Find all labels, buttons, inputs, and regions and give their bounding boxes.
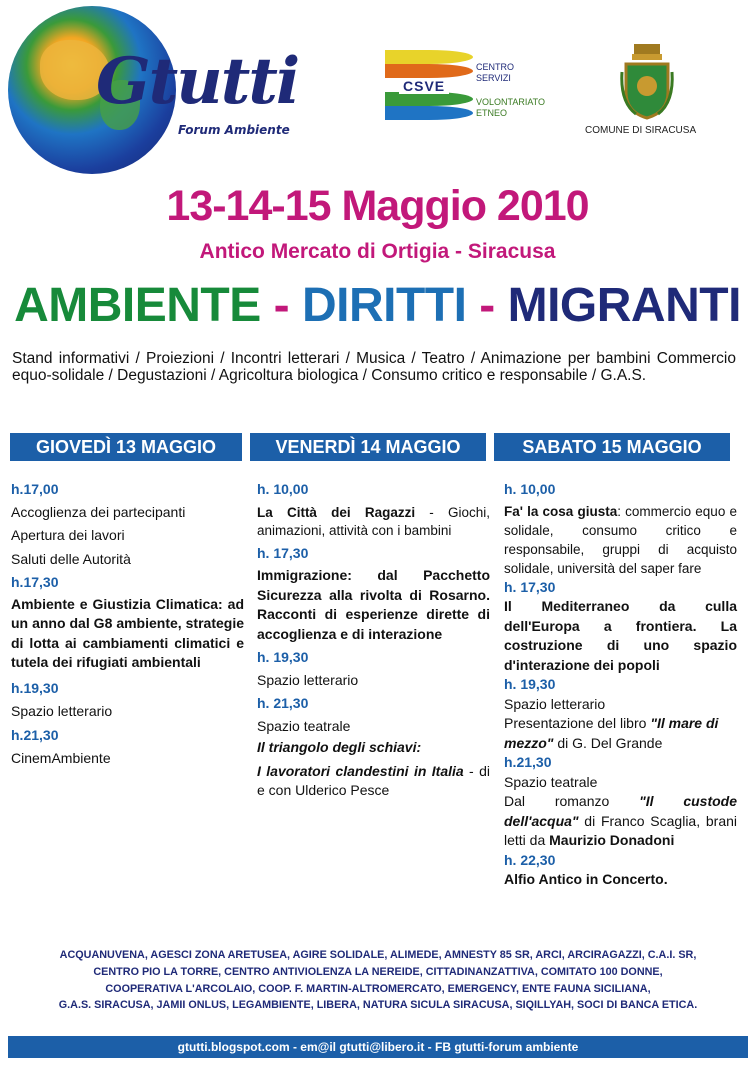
program-item-title: I lavoratori clandestini in Italia bbox=[257, 762, 464, 779]
time-slot: h. 19,30 bbox=[504, 676, 556, 692]
time-slot: h.17,00 bbox=[11, 481, 59, 497]
program-item: Immigrazione: dal Pacchetto Sicurezza alla rivolta di Rosarno. Racconti di esperienze dirette di accoglienza e di interazione bbox=[257, 567, 490, 642]
program-item: Spazio letterario bbox=[11, 703, 113, 719]
program-item-desc: di G. Del Grande bbox=[553, 734, 663, 751]
csve-caption-top bbox=[476, 62, 514, 84]
time-slot: h.17,30 bbox=[11, 574, 59, 590]
program-item: CinemAmbiente bbox=[11, 750, 111, 766]
time-slot: h. 10,00 bbox=[257, 481, 309, 497]
coat-of-arms-icon bbox=[618, 42, 676, 120]
program-item: Spazio teatrale bbox=[257, 717, 351, 734]
time-slot: h.21,30 bbox=[11, 726, 59, 743]
program-item bbox=[504, 714, 737, 753]
csve-line: VOLONTARIATO bbox=[476, 97, 546, 107]
program-item-desc: - di e con Ulderico Pesce bbox=[257, 762, 490, 798]
csve-line: SERVIZI bbox=[476, 73, 511, 83]
time-slot: h. 17,30 bbox=[504, 578, 556, 595]
csve-logo-icon bbox=[385, 50, 473, 120]
event-venue: Antico Mercato di Ortigia - Siracusa bbox=[199, 240, 556, 263]
program-item-title: La Città dei Ragazzi bbox=[257, 504, 416, 520]
schedule-friday bbox=[257, 480, 490, 801]
day-header-thursday: GIOVEDÌ 13 MAGGIO bbox=[10, 433, 242, 461]
program-item-desc: - Giochi, animazioni, attività con i bambini bbox=[257, 504, 491, 538]
event-date: 13-14-15 Maggio 2010 bbox=[166, 182, 589, 230]
time-slot: h. 19,30 bbox=[257, 649, 309, 665]
program-item: Il Mediterraneo da culla dell'Europa a frontiera. La costruzione di uno spazio d'interazione dei popoli bbox=[504, 598, 737, 673]
theme-ambiente: AMBIENTE bbox=[14, 279, 261, 332]
book-title: "Il custode dell'acqua" bbox=[504, 793, 737, 829]
gtutti-logo: Gtutti bbox=[96, 44, 299, 119]
theme-separator: - bbox=[273, 279, 290, 332]
time-slot: h.19,30 bbox=[11, 679, 59, 696]
activities-intro: Stand informativi / Proiezioni / Incontri letterari / Musica / Teatro / Animazione per bambini Commercio equo-solidale / Degustazioni / Agricoltura biologica / Consumo critico e responsabile / G.A.S. bbox=[12, 350, 736, 384]
sponsors-list bbox=[8, 947, 748, 1014]
sponsors-line: COOPERATIVA L'ARCOLAIO, COOP. F. MARTIN-ALTROMERCATO, EMERGENCY, ENTE FAUNA SICILIANA, bbox=[105, 982, 651, 995]
program-item: Spazio letterario bbox=[504, 695, 606, 712]
program-item bbox=[257, 762, 490, 801]
program-item: Apertura dei lavori bbox=[11, 527, 125, 543]
program-item: Saluti delle Autorità bbox=[11, 550, 131, 567]
theme-diritti: DIRITTI bbox=[301, 279, 467, 332]
sponsors-line: ACQUANUVENA, AGESCI ZONA ARETUSEA, AGIRE SOLIDALE, ALIMEDE, AMNESTY 85 SR, ARCI, ARCIRAGAZZI, C.A.I. SR, bbox=[59, 949, 697, 961]
time-slot: h. 10,00 bbox=[504, 481, 556, 497]
program-item-desc: Dal romanzo bbox=[504, 793, 640, 809]
csve-logo-text: CSVE bbox=[399, 78, 449, 94]
program-item-desc: Presentazione del libro bbox=[504, 715, 651, 731]
program-item: Ambiente e Giustizia Climatica: ad un anno dal G8 ambiente, strategie di lotta ai cambiamenti climatici e tutela dei rifugiati ambientali bbox=[11, 595, 244, 670]
comune-label: COMUNE DI SIRACUSA bbox=[585, 125, 697, 136]
program-item bbox=[257, 504, 490, 540]
event-themes bbox=[0, 278, 755, 333]
program-item-desc: : commercio equo e solidale, consumo critico e responsabile, gruppi di acquisto solidale, università del saper fare bbox=[504, 503, 737, 576]
schedule-saturday bbox=[504, 480, 737, 890]
performer-name: Maurizio Donadoni bbox=[549, 832, 675, 848]
program-item: Spazio letterario bbox=[257, 671, 359, 688]
csve-line: CENTRO bbox=[476, 62, 514, 72]
forum-ambiente-subtitle: Forum Ambiente bbox=[178, 123, 290, 137]
program-item: Spazio teatrale bbox=[504, 773, 598, 790]
time-slot: h. 17,30 bbox=[257, 544, 309, 561]
time-slot: h.21,30 bbox=[504, 754, 552, 770]
program-item-title: Fa' la cosa giusta bbox=[504, 503, 618, 519]
program-item: Alfio Antico in Concerto. bbox=[504, 871, 668, 887]
csve-caption-bottom bbox=[476, 97, 545, 119]
program-item: Accoglienza dei partecipanti bbox=[11, 503, 186, 520]
theme-migranti: MIGRANTI bbox=[507, 279, 741, 332]
program-item-desc: di Franco Scaglia, brani letti da bbox=[504, 812, 737, 848]
time-slot: h. 22,30 bbox=[504, 851, 556, 868]
theme-separator: - bbox=[479, 279, 495, 332]
time-slot: h. 21,30 bbox=[257, 695, 309, 711]
program-item bbox=[504, 792, 737, 851]
book-title: "Il mare di mezzo" bbox=[504, 715, 719, 751]
program-item bbox=[504, 502, 737, 578]
sponsors-line: CENTRO PIO LA TORRE, CENTRO ANTIVIOLENZA LA NEREIDE, CITTADINANZATTIVA, COMITATO 100 DONNE, bbox=[93, 965, 663, 978]
day-header-saturday: SABATO 15 MAGGIO bbox=[494, 433, 730, 461]
day-header-friday: VENERDÌ 14 MAGGIO bbox=[250, 433, 486, 461]
footer-contacts: gtutti.blogspot.com - em@il gtutti@libero.it - FB gtutti-forum ambiente bbox=[8, 1036, 748, 1058]
sponsors-line: G.A.S. SIRACUSA, JAMII ONLUS, LEGAMBIENTE, LIBERA, NATURA SICULA SIRACUSA, SIQILLYAH, SOCI DI BANCA ETICA. bbox=[58, 999, 698, 1012]
program-item: Il triangolo degli schiavi: bbox=[257, 739, 422, 755]
schedule-thursday bbox=[11, 480, 244, 769]
csve-line: ETNEO bbox=[476, 108, 508, 118]
